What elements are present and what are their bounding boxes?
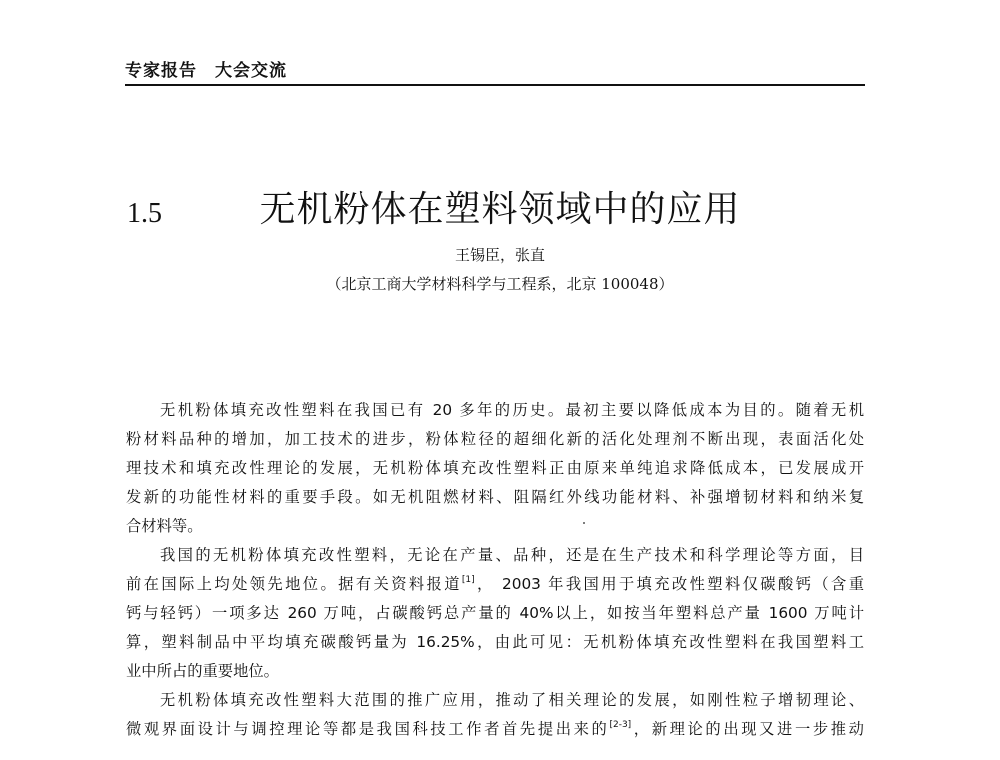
citation-ref: [1]: [461, 575, 475, 585]
text-line: [126, 715, 864, 744]
header-label: 专家报告 大会交流: [125, 61, 287, 81]
text-line: 无机粉体填充改性塑料大范围的推广应用，推动了相关理论的发展，如刚性粒子增韧理论、: [160, 691, 864, 709]
text-segment: 微观界面设计与调控理论等都是我国科技工作者首先提出来的: [126, 720, 610, 738]
paragraph-3: [126, 686, 864, 744]
text-line: 业中所占的重要地位。: [126, 662, 279, 680]
paragraph-1: [126, 396, 864, 541]
text-segment: ，新理论的出现又进一步推动: [631, 720, 864, 738]
text-line: [126, 570, 864, 599]
text-line: 合材料等。: [126, 517, 203, 535]
article-title: 无机粉体在塑料领域中的应用: [259, 189, 741, 230]
text-segment: ， 2003 年我国用于填充改性塑料仅碳酸钙（含重: [474, 575, 864, 593]
body-text: [126, 396, 864, 744]
header-rule: [125, 84, 865, 86]
text-line: 钙与轻钙）一项多达 260 万吨，占碳酸钙总产量的 40%以上，如按当年塑料总产量 1600 万吨计: [126, 604, 864, 622]
scan-speck: [583, 522, 585, 524]
text-line: 粉材料品种的增加，加工技术的进步，粉体粒径的超细化新的活化处理剂不断出现，表面活化处: [126, 430, 864, 448]
authors: 王锡臣，张直: [454, 246, 545, 264]
text-line: 我国的无机粉体填充改性塑料，无论在产量、品种，还是在生产技术和科学理论等方面，目: [160, 546, 864, 564]
section-number: 1.5: [127, 198, 162, 229]
citation-ref: [2-3]: [609, 720, 632, 730]
running-header: [125, 60, 865, 84]
paragraph-2: [126, 541, 864, 686]
text-line: 无机粉体填充改性塑料在我国已有 20 多年的历史。最初主要以降低成本为目的。随着无机: [160, 401, 864, 419]
text-line: 发新的功能性材料的重要手段。如无机阻燃材料、阻隔红外线功能材料、补强增韧材料和纳米复: [126, 488, 864, 506]
text-line: 理技术和填充改性理论的发展，无机粉体填充改性塑料正由原来单纯追求降低成本，已发展成开: [126, 459, 864, 477]
text-line: 算，塑料制品中平均填充碳酸钙量为 16.25%，由此可见：无机粉体填充改性塑料在我国塑料工: [126, 633, 864, 651]
affiliation: （北京工商大学材料科学与工程系，北京 100048）: [326, 275, 674, 293]
text-segment: 前在国际上均处领先地位。据有关资料报道: [126, 575, 462, 593]
